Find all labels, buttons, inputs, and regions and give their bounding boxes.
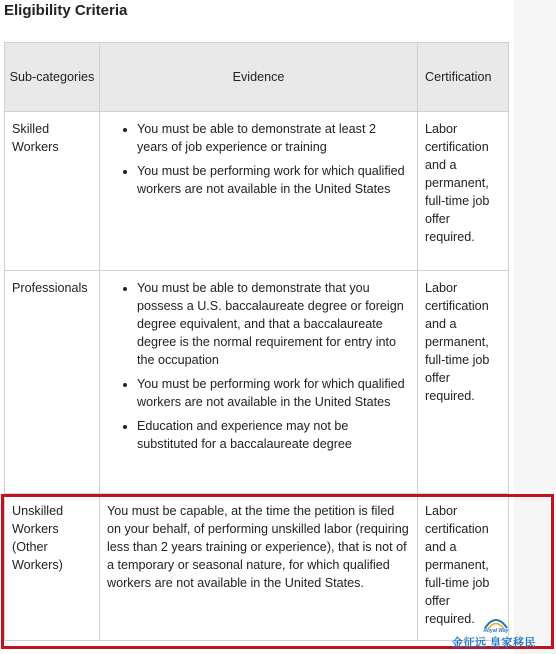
table-row (5, 494, 509, 641)
certification-cell: Labor certification and a permanent, full-time job offer required. (418, 494, 509, 641)
evidence-item: • Education and experience may not be substituted for a baccalaureate degree (137, 417, 410, 453)
header-evidence: Evidence (100, 43, 418, 112)
watermark-text: 金征远 皇家移民 (452, 637, 537, 649)
evidence-item: • You must be performing work for which qualified workers are not available in the United States (137, 162, 410, 198)
watermark (452, 614, 548, 654)
subcategory-cell: Skilled Workers (5, 112, 100, 271)
evidence-list (107, 279, 410, 453)
header-certification: Certification (418, 43, 509, 112)
evidence-item: • You must be able to demonstrate at least 2 years of job experience or training (137, 120, 410, 156)
evidence-list (107, 120, 410, 198)
certification-cell: Labor certification and a permanent, full-time job offer required. (418, 112, 509, 271)
subcategory-cell: Unskilled Workers (Other Workers) (5, 494, 100, 641)
evidence-cell: You must be capable, at the time the petition is filed on your behalf, of performing unskilled labor (requiring less than 2 years training or experience), that is not of a temporary or seasonal nature, for which qualified workers are not available in the United States. (100, 494, 418, 641)
evidence-item: • You must be performing work for which qualified workers are not available in the United States (137, 375, 410, 411)
header-subcategories: Sub-categories (5, 43, 100, 112)
page-margin (514, 0, 556, 654)
evidence-cell (100, 271, 418, 494)
eligibility-table (4, 42, 509, 641)
royal-way-logo-icon (482, 614, 510, 634)
certification-cell: Labor certification and a permanent, full-time job offer required. (418, 271, 509, 494)
section-heading: Eligibility Criteria (4, 2, 128, 19)
table-header-row (5, 43, 509, 112)
table-row (5, 271, 509, 494)
table-row (5, 112, 509, 271)
logo-text: Royal Way (483, 628, 509, 634)
evidence-cell (100, 112, 418, 271)
subcategory-cell: Professionals (5, 271, 100, 494)
evidence-item: • You must be able to demonstrate that you possess a U.S. baccalaureate degree or foreign degree equivalent, and that a baccalaureate degree is the normal requirement for entry into the occupation (137, 279, 410, 369)
